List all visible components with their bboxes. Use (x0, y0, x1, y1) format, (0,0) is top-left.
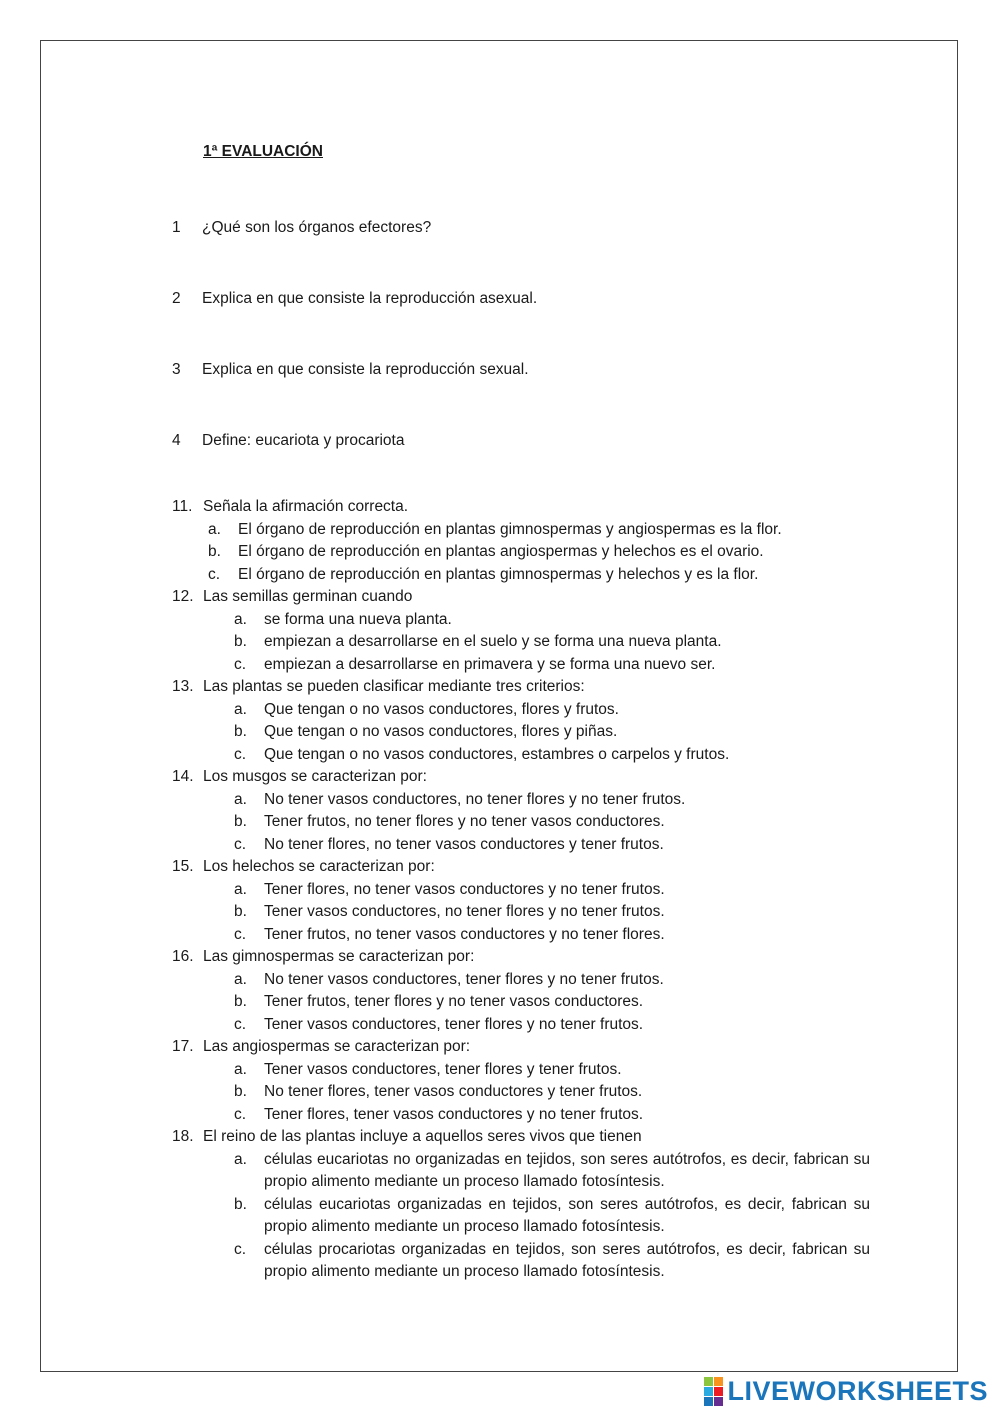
option-letter: b. (208, 543, 221, 560)
question-number: 11. (172, 498, 193, 515)
question-text: Explica en que consiste la reproducción asexual. (202, 290, 538, 307)
option-text: Tener flores, tener vasos conductores y no tener frutos. (264, 1105, 644, 1123)
option-text: se forma una nueva planta. (264, 610, 452, 628)
option-letter: a. (208, 520, 221, 538)
question-1 (172, 218, 431, 238)
option-a[interactable] (172, 1059, 872, 1082)
question-number: 14. (172, 768, 194, 785)
option-text: Tener vasos conductores, no tener flores y no tener frutos. (264, 903, 665, 920)
question-number: 3 (172, 361, 181, 378)
question-text: Define: eucariota y procariota (202, 432, 405, 449)
option-letter: c. (208, 565, 221, 583)
question-number: 12. (172, 588, 194, 605)
option-text: No tener vasos conductores, tener flores y no tener frutos. (264, 970, 664, 988)
option-a[interactable] (172, 879, 872, 902)
option-letter: c. (234, 835, 247, 853)
option-b[interactable] (172, 1081, 872, 1104)
option-letter: c. (234, 655, 247, 673)
option-letter: c. (234, 1240, 247, 1258)
question-number: 18. (172, 1128, 194, 1145)
option-c[interactable] (172, 564, 872, 587)
question-number: 4 (172, 432, 181, 449)
question-text: ¿Qué son los órganos efectores? (202, 219, 432, 236)
question-number: 2 (172, 290, 181, 307)
option-letter: c. (234, 1015, 247, 1033)
option-c[interactable] (172, 1239, 870, 1284)
option-b[interactable] (172, 1194, 870, 1239)
mc-question-17 (172, 1036, 872, 1059)
option-letter: b. (234, 633, 247, 650)
question-text: Los musgos se caracterizan por: (203, 768, 427, 785)
option-letter: c. (234, 925, 247, 943)
option-b[interactable] (172, 811, 872, 834)
question-text: Las gimnospermas se caracterizan por: (203, 948, 475, 965)
option-a[interactable] (172, 789, 872, 812)
option-letter: b. (234, 813, 247, 830)
option-text: células eucariotas organizadas en tejidos, son seres autótrofos, es decir, fabrican su propio alimento mediante un proceso llamado fotosíntesis. (264, 1195, 870, 1235)
option-text: Tener vasos conductores, tener flores y no tener frutos. (264, 1015, 644, 1033)
option-c[interactable] (172, 744, 872, 767)
option-letter: b. (234, 1195, 247, 1213)
logo-square (714, 1377, 723, 1386)
option-letter: a. (234, 970, 247, 988)
question-number: 15. (172, 858, 194, 875)
option-letter: b. (234, 903, 247, 920)
question-number: 1 (172, 219, 181, 236)
option-letter: b. (234, 993, 247, 1010)
option-a[interactable] (172, 699, 872, 722)
logo-square (704, 1377, 713, 1386)
option-text: Que tengan o no vasos conductores, flores y frutos. (264, 700, 619, 718)
option-letter: a. (234, 1150, 247, 1168)
option-b[interactable] (172, 631, 872, 654)
option-text: Tener flores, no tener vasos conductores y no tener frutos. (264, 880, 665, 898)
option-b[interactable] (172, 721, 872, 744)
logo-square (714, 1387, 723, 1396)
mc-question-12 (172, 586, 872, 609)
option-text: No tener flores, tener vasos conductores y tener frutos. (264, 1083, 643, 1100)
mc-question-13 (172, 676, 872, 699)
option-text: No tener vasos conductores, no tener flores y no tener frutos. (264, 790, 686, 808)
option-b[interactable] (172, 541, 872, 564)
option-b[interactable] (172, 991, 872, 1014)
option-b[interactable] (172, 901, 872, 924)
mc-question-18 (172, 1126, 872, 1149)
option-text: El órgano de reproducción en plantas gimnospermas y angiospermas es la flor. (238, 520, 782, 538)
question-text: Señala la afirmación correcta. (203, 498, 409, 515)
option-c[interactable] (172, 654, 872, 677)
option-a[interactable] (172, 1149, 870, 1194)
question-text: El reino de las plantas incluye a aquellos seres vivos que tienen (203, 1128, 642, 1145)
logo-text: LIVEWORKSHEETS (727, 1375, 988, 1406)
question-text: Los helechos se caracterizan por: (203, 858, 435, 875)
option-text: Tener frutos, no tener vasos conductores y no tener flores. (264, 925, 665, 943)
option-letter: c. (234, 745, 247, 763)
question-text: Las plantas se pueden clasificar mediante tres criterios: (203, 678, 585, 695)
logo-square (704, 1397, 713, 1406)
option-letter: b. (234, 1083, 247, 1100)
option-a[interactable] (172, 519, 872, 542)
option-a[interactable] (172, 609, 872, 632)
option-letter: a. (234, 880, 247, 898)
mc-question-11 (172, 496, 872, 519)
option-letter: a. (234, 1060, 247, 1078)
option-text: células eucariotas no organizadas en tejidos, son seres autótrofos, es decir, fabrican su propio alimento mediante un proceso llamado fotosíntesis. (264, 1150, 870, 1190)
option-letter: b. (234, 723, 247, 740)
question-4 (172, 431, 404, 451)
question-text: Las angiospermas se caracterizan por: (203, 1038, 471, 1055)
option-text: Tener frutos, no tener flores y no tener vasos conductores. (264, 813, 665, 830)
option-c[interactable] (172, 1104, 872, 1127)
option-letter: a. (234, 790, 247, 808)
mc-question-14 (172, 766, 872, 789)
logo-square (714, 1397, 723, 1406)
option-c[interactable] (172, 1014, 872, 1037)
option-text: células procariotas organizadas en tejidos, son seres autótrofos, es decir, fabrican su propio alimento mediante un proceso llamado fotosíntesis. (264, 1240, 870, 1280)
option-a[interactable] (172, 969, 872, 992)
question-3 (172, 360, 529, 380)
option-c[interactable] (172, 924, 872, 947)
mc-question-16 (172, 946, 872, 969)
option-text: Que tengan o no vasos conductores, flores y piñas. (264, 723, 618, 740)
option-text: El órgano de reproducción en plantas angiospermas y helechos es el ovario. (238, 543, 764, 560)
option-text: empiezan a desarrollarse en el suelo y se forma una nueva planta. (264, 633, 722, 650)
question-2 (172, 289, 537, 309)
option-c[interactable] (172, 834, 872, 857)
question-number: 16. (172, 948, 194, 965)
option-letter: c. (234, 1105, 247, 1123)
logo-square (704, 1387, 713, 1396)
question-text: Las semillas germinan cuando (203, 588, 413, 605)
logo-mark-icon (704, 1377, 723, 1406)
question-number: 17. (172, 1038, 194, 1055)
multiple-choice-section (172, 496, 872, 1284)
mc-question-15 (172, 856, 872, 879)
page-title: 1ª EVALUACIÓN (203, 143, 323, 160)
option-text: Tener frutos, tener flores y no tener vasos conductores. (264, 993, 644, 1010)
option-letter: a. (234, 700, 247, 718)
option-text: No tener flores, no tener vasos conductores y tener frutos. (264, 835, 664, 853)
liveworksheets-logo[interactable] (704, 1376, 988, 1406)
option-letter: a. (234, 610, 247, 628)
option-text: Tener vasos conductores, tener flores y tener frutos. (264, 1060, 622, 1078)
question-text: Explica en que consiste la reproducción sexual. (202, 361, 529, 378)
option-text: Que tengan o no vasos conductores, estambres o carpelos y frutos. (264, 745, 730, 763)
option-text: El órgano de reproducción en plantas gimnospermas y helechos y es la flor. (238, 565, 759, 583)
question-number: 13. (172, 678, 194, 695)
option-text: empiezan a desarrollarse en primavera y se forma una nuevo ser. (264, 655, 716, 673)
